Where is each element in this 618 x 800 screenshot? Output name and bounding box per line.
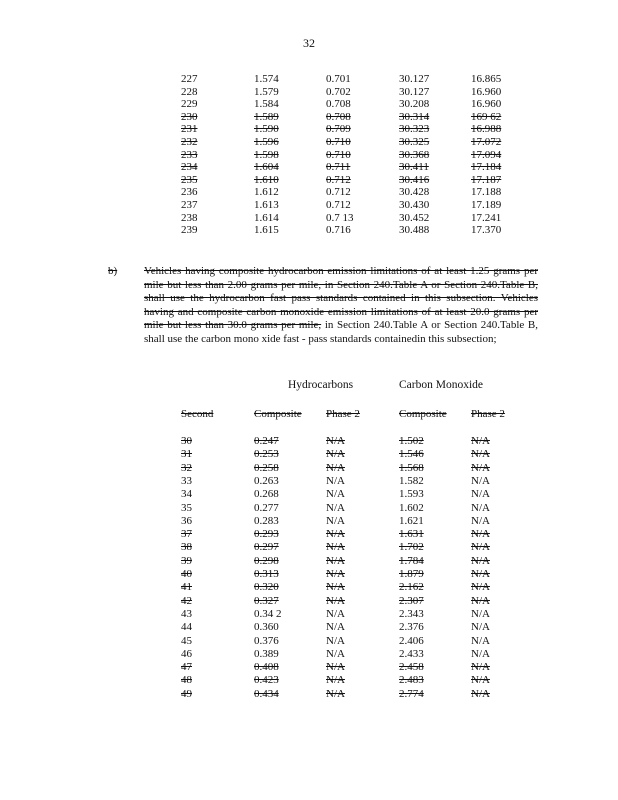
cell-value-2: 0.702: [326, 85, 351, 98]
cell-co-composite: 1.621: [399, 514, 424, 527]
cell-value-3: 30.411: [399, 161, 429, 174]
cell-second: 44: [181, 621, 192, 634]
cell-co-phase2: N/A: [471, 674, 490, 687]
cell-hc-phase2: N/A: [326, 435, 345, 447]
cell-co-phase2: N/A: [471, 607, 490, 620]
cell-hc-composite: 0.268: [254, 488, 279, 501]
cell-hc-phase2: N/A: [326, 448, 345, 461]
cell-co-phase2: N/A: [471, 634, 490, 647]
cell-hc-phase2: N/A: [326, 461, 345, 474]
cell-value-2: 0.709: [326, 123, 351, 136]
cell-second: 228: [181, 85, 198, 98]
cell-hc-phase2: N/A: [326, 581, 345, 594]
cell-value-3: 30.208: [399, 98, 430, 111]
cell-second: 45: [181, 634, 192, 647]
cell-value-4: 17.072: [471, 136, 502, 148]
cell-hc-phase2: N/A: [326, 594, 345, 607]
cell-value-4: 17.188: [471, 186, 502, 199]
cell-value-4: 16.960: [471, 98, 502, 111]
cell-co-phase2: N/A: [471, 554, 490, 567]
cell-hc-composite: 0.313: [254, 568, 279, 580]
cell-value-2: 0.711: [326, 161, 351, 174]
cell-value-1: 1.598: [254, 148, 279, 161]
cell-second: 47: [181, 661, 192, 674]
cell-value-4: 17.189: [471, 199, 502, 211]
cell-second: 46: [181, 647, 192, 660]
cell-second: 41: [181, 581, 192, 594]
plain-text: in Section 240.Table A or Section 240.Table B, shall use the carbon mono xide fast - pass standards containedin this subsection;: [144, 319, 538, 345]
cell-co-composite: 2.376: [399, 621, 424, 634]
cell-co-composite: 1.631: [399, 528, 424, 541]
cell-co-phase2: N/A: [471, 448, 490, 461]
col-header-hc-phase2: Phase 2: [326, 408, 360, 420]
cell-co-composite: 1.602: [399, 501, 424, 514]
cell-co-composite: 2.774: [399, 687, 424, 700]
cell-second: 32: [181, 461, 192, 474]
cell-co-composite: 1.502: [399, 435, 424, 447]
cell-hc-composite: 0.258: [254, 461, 279, 474]
carbon-monoxide-header: Carbon Monoxide: [399, 379, 484, 391]
cell-hc-composite: 0.253: [254, 448, 279, 461]
cell-value-1: 1.574: [254, 73, 279, 85]
cell-hc-composite: 0.434: [254, 687, 279, 700]
cell-co-phase2: N/A: [471, 687, 490, 700]
cell-hc-phase2: N/A: [326, 674, 345, 687]
cell-value-3: 30.127: [399, 73, 430, 85]
cell-co-composite: 2.406: [399, 634, 424, 647]
cell-co-phase2: N/A: [471, 594, 490, 607]
cell-value-1: 1.610: [254, 173, 279, 186]
cell-second: 237: [181, 199, 198, 211]
cell-hc-composite: 0.247: [254, 435, 279, 447]
cell-value-4: 17.094: [471, 148, 502, 161]
cell-co-phase2: N/A: [471, 435, 490, 447]
cell-hc-phase2: N/A: [326, 647, 345, 660]
cell-value-3: 30.127: [399, 85, 430, 98]
cell-value-2: 0.712: [326, 186, 351, 199]
cell-second: 230: [181, 110, 198, 123]
cell-value-2: 0.712: [326, 173, 351, 186]
cell-value-2: 0.710: [326, 136, 351, 148]
col-header-co-composite: Composite: [399, 408, 447, 420]
cell-second: 39: [181, 554, 192, 567]
cell-co-composite: 2.343: [399, 607, 424, 620]
cell-hc-phase2: N/A: [326, 621, 345, 634]
cell-second: 231: [181, 123, 198, 136]
cell-hc-phase2: N/A: [326, 568, 345, 580]
cell-co-composite: 2.307: [399, 594, 424, 607]
cell-second: 239: [181, 224, 198, 237]
cell-hc-phase2: N/A: [326, 528, 345, 541]
cell-second: 236: [181, 186, 198, 199]
cell-value-4: 17.241: [471, 211, 502, 224]
cell-hc-composite: 0.389: [254, 647, 279, 660]
cell-second: 31: [181, 448, 192, 461]
cell-value-1: 1.612: [254, 186, 279, 199]
cell-value-2: 0.701: [326, 73, 351, 85]
paragraph-body: [144, 265, 538, 346]
cell-hc-composite: 0.320: [254, 581, 279, 594]
cell-value-1: 1.584: [254, 98, 279, 111]
cell-co-phase2: N/A: [471, 528, 490, 541]
cell-value-3: 30.430: [399, 199, 430, 211]
cell-value-1: 1.604: [254, 161, 279, 174]
cell-second: 233: [181, 148, 198, 161]
cell-second: 37: [181, 528, 192, 541]
cell-second: 35: [181, 501, 192, 514]
cell-value-2: 0.712: [326, 199, 351, 211]
cell-hc-composite: 0.376: [254, 634, 279, 647]
cell-hc-composite: 0.360: [254, 621, 279, 634]
cell-co-composite: 1.702: [399, 541, 424, 554]
cell-second: 227: [181, 73, 198, 85]
cell-co-phase2: N/A: [471, 488, 490, 501]
cell-hc-phase2: N/A: [326, 607, 345, 620]
cell-value-3: 30.325: [399, 136, 430, 148]
cell-value-1: 1.614: [254, 211, 279, 224]
cell-value-1: 1.590: [254, 123, 279, 136]
cell-value-3: 30.488: [399, 224, 430, 237]
cell-hc-phase2: N/A: [326, 634, 345, 647]
cell-co-phase2: N/A: [471, 461, 490, 474]
cell-second: 34: [181, 488, 192, 501]
cell-value-3: 30.323: [399, 123, 430, 136]
col-header-co-phase2: Phase 2: [471, 408, 505, 420]
cell-second: 238: [181, 211, 198, 224]
cell-second: 33: [181, 474, 192, 487]
cell-hc-phase2: N/A: [326, 687, 345, 700]
cell-value-1: 1.589: [254, 110, 279, 123]
cell-value-3: 30.452: [399, 211, 430, 224]
cell-value-3: 30.416: [399, 173, 430, 186]
cell-value-1: 1.613: [254, 199, 279, 211]
cell-hc-phase2: N/A: [326, 554, 345, 567]
cell-hc-composite: 0.34 2: [254, 607, 282, 620]
cell-hc-composite: 0.277: [254, 501, 279, 514]
cell-co-composite: 2.483: [399, 674, 424, 687]
cell-hc-phase2: N/A: [326, 474, 345, 487]
cell-second: 49: [181, 687, 192, 700]
cell-co-phase2: N/A: [471, 501, 490, 514]
cell-second: 232: [181, 136, 198, 148]
cell-hc-composite: 0.423: [254, 674, 279, 687]
cell-second: 40: [181, 568, 192, 580]
cell-hc-composite: 0.263: [254, 474, 279, 487]
cell-second: 38: [181, 541, 192, 554]
cell-co-phase2: N/A: [471, 474, 490, 487]
paragraph-label: b): [108, 265, 118, 277]
cell-co-phase2: N/A: [471, 514, 490, 527]
cell-value-4: 16.960: [471, 85, 502, 98]
cell-value-4: 16.988: [471, 123, 502, 136]
cell-co-phase2: N/A: [471, 541, 490, 554]
cell-co-composite: 1.593: [399, 488, 424, 501]
cell-second: 48: [181, 674, 192, 687]
paragraph-b: [108, 265, 538, 346]
col-header-hc-composite: Composite: [254, 408, 302, 420]
cell-value-2: 0.710: [326, 148, 351, 161]
cell-second: 43: [181, 607, 192, 620]
cell-value-3: 30.368: [399, 148, 430, 161]
cell-hc-composite: 0.293: [254, 528, 279, 541]
cell-value-4: 17.184: [471, 161, 502, 174]
cell-hc-composite: 0.408: [254, 661, 279, 674]
cell-second: 36: [181, 514, 192, 527]
cell-co-composite: 2.433: [399, 647, 424, 660]
cell-co-composite: 2.162: [399, 581, 424, 594]
cell-value-2: 0.708: [326, 98, 351, 111]
cell-hc-phase2: N/A: [326, 488, 345, 501]
cell-co-composite: 1.568: [399, 461, 424, 474]
cell-co-composite: 1.546: [399, 448, 424, 461]
struck-text: Vehicles having composite hydrocarbon emission limitations of at least 1.25 grams per mile but less than 2.00 grams per mile, in Section 240.Table A or Section 240.Table B, shall use the hydrocarbon fast pass standards contained in this subsection. Vehicles having and composite carbon monoxide emission limitations of at least 20.0 grams per mile but less than 30.0 grams per mile,: [144, 265, 538, 331]
cell-value-2: 0.716: [326, 224, 351, 237]
cell-co-composite: 1.784: [399, 554, 424, 567]
cell-value-1: 1.596: [254, 136, 279, 148]
cell-co-phase2: N/A: [471, 647, 490, 660]
cell-co-phase2: N/A: [471, 661, 490, 674]
cell-hc-composite: 0.283: [254, 514, 279, 527]
cell-hc-phase2: N/A: [326, 541, 345, 554]
cell-co-phase2: N/A: [471, 621, 490, 634]
cell-second: 30: [181, 435, 192, 447]
cell-hc-composite: 0.327: [254, 594, 279, 607]
cell-second: 42: [181, 594, 192, 607]
cell-second: 235: [181, 173, 198, 186]
cell-hc-composite: 0.298: [254, 554, 279, 567]
cell-value-1: 1.615: [254, 224, 279, 237]
cell-hc-composite: 0.297: [254, 541, 279, 554]
cell-value-2: 0.708: [326, 110, 351, 123]
cell-value-3: 30.428: [399, 186, 430, 199]
cell-hc-phase2: N/A: [326, 661, 345, 674]
cell-value-1: 1.579: [254, 85, 279, 98]
cell-co-composite: 1.879: [399, 568, 424, 580]
cell-hc-phase2: N/A: [326, 514, 345, 527]
hydrocarbons-header: Hydrocarbons: [288, 379, 354, 391]
col-header-second: Second: [181, 408, 214, 420]
cell-value-4: 17.187: [471, 173, 502, 186]
cell-co-phase2: N/A: [471, 581, 490, 594]
cell-value-4: 17.370: [471, 224, 502, 237]
cell-value-2: 0.7 13: [326, 211, 354, 224]
cell-co-composite: 2.458: [399, 661, 424, 674]
cell-value-3: 30.314: [399, 110, 430, 123]
cell-value-4: 169 62: [471, 110, 502, 123]
page-number: 32: [303, 36, 315, 50]
cell-value-4: 16.865: [471, 73, 502, 85]
cell-second: 229: [181, 98, 198, 111]
cell-co-composite: 1.582: [399, 474, 424, 487]
cell-second: 234: [181, 161, 198, 174]
cell-hc-phase2: N/A: [326, 501, 345, 514]
cell-co-phase2: N/A: [471, 568, 490, 580]
